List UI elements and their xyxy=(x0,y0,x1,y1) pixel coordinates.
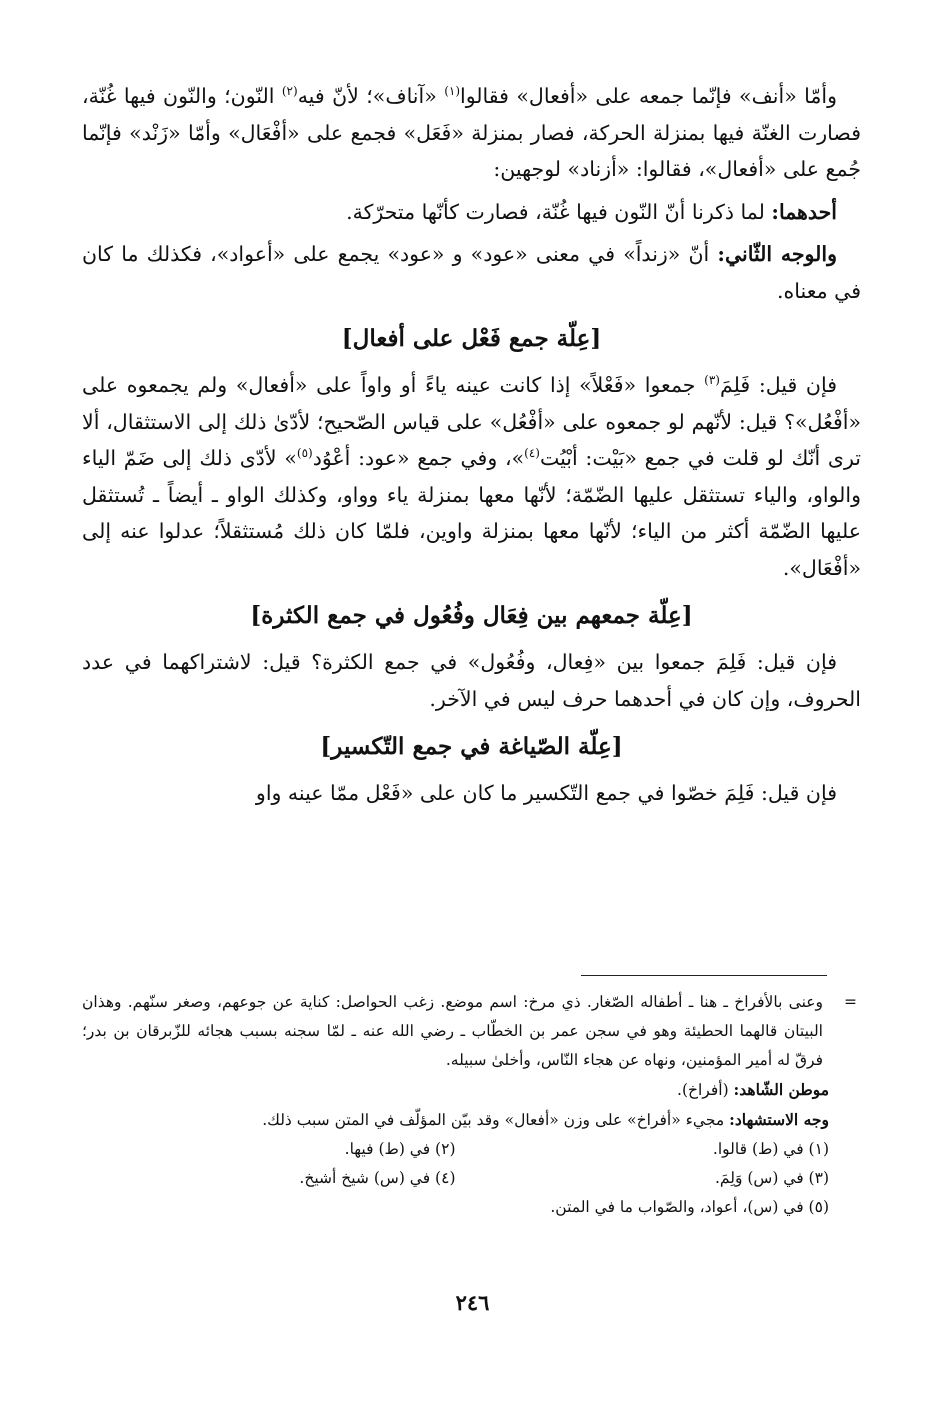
page-number: ٢٤٦ xyxy=(455,1290,490,1315)
first-reason-label: أحدهما: xyxy=(771,199,837,224)
paragraph-second-reason xyxy=(82,236,861,309)
footnote-mawtin xyxy=(82,1075,829,1105)
footnote-ref-1[interactable]: (١) xyxy=(444,84,461,99)
paragraph-anf xyxy=(82,78,861,188)
text-run: مجيء «أفراخ» على وزن «أفعال» وقد بيّن المؤلّف في المتن سبب ذلك. xyxy=(262,1111,730,1129)
text-run: النّون؛ والنّون فيها غُنّة، فصارت الغنّة فيها بمنزلة الحركة، فصار بمنزلة «فَعَل» فجمع على «أفْعَال» وأمّا «زَنْد» فإنّما جُمع على «أفعال»، فقالوا: «أزناد» لوجهين: xyxy=(82,84,861,181)
footnote-4: (٤) في (س) شيخ أشيخ. xyxy=(299,1169,456,1187)
footnote-ref-4[interactable]: (٤) xyxy=(524,446,540,461)
section-heading-3: [عِلّة الصّياغة في جمع التّكسير] xyxy=(320,733,623,760)
second-reason-label: والوجه الثّاني: xyxy=(717,242,837,266)
paragraph-first-reason xyxy=(82,194,861,231)
wajh-label: وجه الاستشهاد: xyxy=(729,1110,829,1129)
footnote-wajh xyxy=(82,1105,829,1135)
footnotes xyxy=(82,988,857,1222)
text-run: فإن قيل: فَلِمَ xyxy=(719,373,838,397)
footnote-continuation xyxy=(82,988,857,1075)
continuation-mark: = xyxy=(844,993,857,1011)
paragraph-kathra: فإن قيل: فَلِمَ جمعوا بين «فِعال، وفُعُول» في جمع الكثرة؟ قيل: لاشتراكهما في عدد الحروف، وإن كان في أحدهما حرف ليس في الآخر. xyxy=(82,650,861,711)
text-run: وعنى بالأفراخ ـ هنا ـ أطفاله الصّغار. ذي مرخ: اسم موضع. زغب الحواصل: كناية عن جوعهم، وصغر سنّهم. وهذان البيتان قالهما الحطيئة وهو في سجن عمر بن الخطّاب ـ رضي الله عنه ـ لمّا سجنه بسبب هجائه للزّبرقان بن بدر؛ فرقّ له أمير المؤمنين، ونهاه عن هجاء النّاس، وأخلىٰ سبيله. xyxy=(82,993,823,1069)
footnote-ref-2[interactable]: (٢) xyxy=(281,84,298,99)
footnote-row xyxy=(82,1164,829,1193)
text-run: وأمّا «أنف» فإنّما جمعه على «أفعال» فقالوا xyxy=(460,84,837,108)
text-run: (أفراخ). xyxy=(677,1081,734,1099)
text-run: » لأدّى ذلك إلى ضَمّ الياء والواو، والياء تستثقل عليها الضّمّة؛ لأنّها معها بمنزلة ياء وواو، وكذلك الواو ـ أيضاً ـ تُستثقل عليها الضّمّة أكثر من الياء؛ لأنّها معها بمنزلة واوين، فلمّا كان ذلك مُستثقلاً؛ عدلوا عنه إلى «أفْعَال». xyxy=(82,446,861,580)
footnote-3: (٣) في (س) وَلِمَ. xyxy=(714,1169,829,1187)
text-run: جمعوا «فَعْلاً» إذا كانت عينه ياءً أو واواً على «أفعال» ولم يجمعوه على «أفْعُل»؟ قيل: لأنّهم لو جمعوه على «أفْعُل» على قياس الصّحيح؛ لأدّىٰ ذلك إلى الاستثقال، ألا ترى أنّك لو قلت في جمع «بَيْت: أبْيُت xyxy=(82,373,861,470)
paragraph-taksir: فإن قيل: فَلِمَ خصّوا في جمع التّكسير ما كان على «فَعْل ممّا عينه واو xyxy=(255,781,837,805)
footnote-row xyxy=(82,1193,829,1222)
footnote-separator xyxy=(581,975,827,976)
text-run: أنّ «زنداً» في معنى «عود» و «عود» يجمع على «أعواد»، فكذلك ما كان في معناه. xyxy=(82,242,861,303)
section-heading-2: [عِلّة جمعهم بين فِعَال وفُعُول في جمع الكثرة] xyxy=(250,602,693,629)
text-run: »، وفي جمع «عود: أعْوُد xyxy=(312,446,525,470)
paragraph-afal xyxy=(82,367,861,586)
footnote-ref-5[interactable]: (٥) xyxy=(296,446,313,461)
section-heading-1: [عِلّة جمع فَعْل على أفعال] xyxy=(341,325,602,352)
text-run: لما ذكرنا أنّ النّون فيها غُنّة، فصارت كأنّها متحرّكة. xyxy=(346,199,772,224)
main-text xyxy=(82,78,861,812)
mawtin-label: موطن الشّاهد: xyxy=(733,1080,829,1099)
footnote-5: (٥) في (س)، أعواد، والصّواب ما في المتن. xyxy=(550,1198,829,1216)
footnote-ref-3[interactable]: (٣) xyxy=(704,373,720,388)
footnote-2: (٢) في (ط) فيها. xyxy=(344,1140,456,1158)
footnote-row xyxy=(82,1135,829,1164)
text-run: «آناف»؛ لأنّ فيه xyxy=(297,84,445,108)
footnote-1: (١) في (ط) قالوا. xyxy=(712,1140,829,1158)
